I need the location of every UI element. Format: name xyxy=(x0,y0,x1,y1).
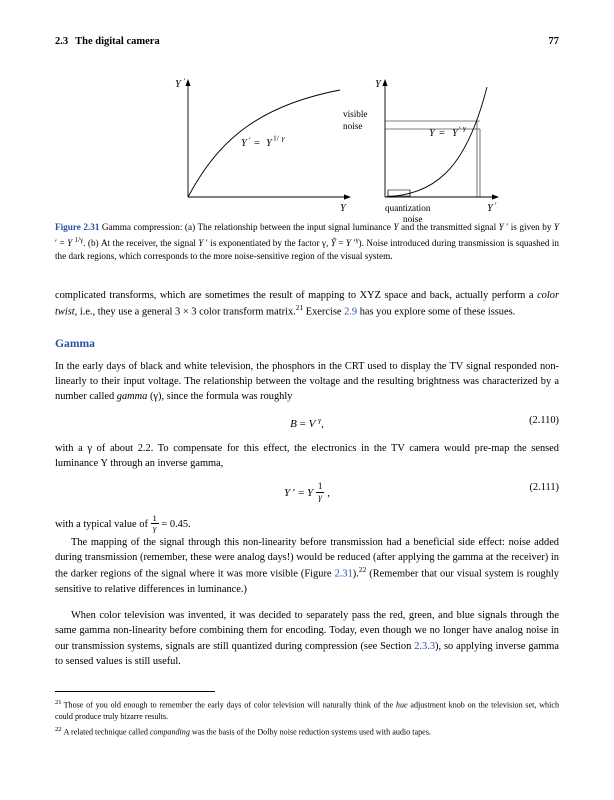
paragraph-crt-gamma xyxy=(55,359,559,405)
footnote-22-text-a: A related technique called xyxy=(63,727,150,737)
paragraph-inverse-gamma: with a γ of about 2.2. To compensate for this effect, the electronics in the TV camera would pre-map the sensed luminance Y through an inverse gamma, xyxy=(55,442,559,470)
footnote-rule xyxy=(55,691,215,692)
equation-2-111-number: (2.111) xyxy=(529,482,559,494)
paragraph-color-television xyxy=(55,608,559,669)
svg-text:=: = xyxy=(254,138,260,149)
figure-graphic xyxy=(55,61,559,224)
figure-caption-text-5: is exponentiated by the factor xyxy=(207,237,322,248)
para1-part-b: , i.e., they use a general 3 × 3 color transform matrix. xyxy=(74,306,296,318)
footnote-22-italic: companding xyxy=(149,727,190,737)
running-head xyxy=(55,36,559,47)
footnote-21-marker: 21 xyxy=(55,698,62,706)
svg-text:γ: γ xyxy=(281,133,285,143)
equation-2-111-body: Y ′ = Y $\frac{1}{\gamma}$ , xyxy=(284,481,330,502)
footnote-ref-22[interactable]: 22 xyxy=(358,565,367,575)
figure-caption-text-1: Gamma compression: (a) The relationship between the input signal luminance xyxy=(101,222,394,232)
para1-part-c: Exercise xyxy=(303,306,345,318)
figure-2-31 xyxy=(55,61,559,224)
footnote-ref-21[interactable]: 21 xyxy=(295,302,304,312)
svg-text:=: = xyxy=(439,128,445,139)
para1-italic: color twist xyxy=(55,289,559,318)
para6-part-b: ), so applying inverse gamma to sensed values is still useful. xyxy=(55,640,559,667)
para5-part-a: The mapping of the signal through this non-linearity before transmission had a beneficial side effect: noise added during transmission (remember, these were analog days!) would be reduced (after applying the gamma at the receiver) in the darker regions of the signal where it was more visible (Figure xyxy=(55,536,559,580)
footnote-22-text-b: was the basis of the Dolby noise reduction systems used with audio tapes. xyxy=(189,727,431,737)
svg-text:noise: noise xyxy=(403,214,423,224)
footnote-21-text-a: Those of you old enough to remember the early days of color television will naturally think of the xyxy=(63,700,396,710)
figure-caption: Figure 2.31 Gamma compression: (a) The relationship between the input signal luminance Y and the transmitted signal Y ′ is given by Y ′ = Y $^{1/\gamma}$. (b) At the receiver, the signal Y ′ is exponentiated by the factor γ, Ŷ = Y $'^\gamma$). Noise introduced during transmission is squashed in the dark regions, which corresponds to the more noise-sensitive region of the visual system. xyxy=(55,222,560,262)
paragraph-typical-value xyxy=(55,514,559,533)
svg-text:γ: γ xyxy=(463,123,466,133)
svg-text:visible: visible xyxy=(343,109,368,119)
svg-text:Y: Y xyxy=(266,138,272,149)
running-head-section-number: 2.3 xyxy=(55,36,69,47)
para4-part-b: = 0.45. xyxy=(158,518,191,530)
para2-part-a: In the early days of black and white television, the phosphors in the CRT used to display the TV signal responded non-linearly to their input voltage. The relationship between the voltage and the resulting brightness was characterized by a number called xyxy=(55,360,559,403)
svg-text:′: ′ xyxy=(495,201,497,210)
figure-caption-text-3: is given by xyxy=(508,222,554,232)
equation-2-110-body: B = V $^\gamma$, xyxy=(290,415,324,430)
exercise-link-2-9[interactable]: 2.9 xyxy=(344,306,358,318)
svg-text:1/: 1/ xyxy=(273,133,279,143)
svg-text:Y: Y xyxy=(175,79,181,90)
para1-part-d: has you explore some of these issues. xyxy=(357,306,516,318)
footnote-21-text-b: adjustment knob on the television set, which could produce truly bizarre results. xyxy=(55,700,559,722)
svg-text:′: ′ xyxy=(183,77,186,86)
section-link-2-3-3[interactable]: 2.3.3 xyxy=(414,640,436,652)
figure-caption-text-6: . Noise introduced during transmission is squashed in the dark regions, which corresponds to the more noise-sensitive region of the visual system. xyxy=(55,237,560,262)
svg-text:noise: noise xyxy=(343,121,363,131)
svg-text:Y: Y xyxy=(487,203,493,214)
section-heading-gamma: Gamma xyxy=(55,336,95,350)
svg-text:Y: Y xyxy=(241,138,247,149)
page-content xyxy=(55,36,559,740)
paragraph-color-transforms xyxy=(55,288,559,320)
svg-text:Y: Y xyxy=(429,128,435,139)
footnote-21-italic: hue xyxy=(395,700,408,710)
svg-text:Y: Y xyxy=(340,203,346,214)
footnote-21 xyxy=(55,698,559,723)
svg-text:′: ′ xyxy=(249,136,251,145)
svg-text:quantization: quantization xyxy=(385,203,431,213)
fraction-one-over-gamma: $\frac{1}{\gamma}$ xyxy=(152,512,157,533)
para2-part-b: (γ), since the formula was roughly xyxy=(147,391,293,403)
equation-2-110 xyxy=(55,415,559,430)
para5-part-b: ). xyxy=(352,568,359,580)
equation-2-111 xyxy=(55,482,559,502)
page-number: 77 xyxy=(548,36,559,47)
para5-part-c: (Remember that our visual system is roughly sensitive to relative differences in luminance.) xyxy=(55,568,559,595)
figure-caption-label: Figure 2.31 xyxy=(55,222,100,232)
svg-text:Y: Y xyxy=(452,128,458,139)
footnote-22-marker: 22 xyxy=(55,725,62,733)
figure-link-2-31[interactable]: 2.31 xyxy=(334,568,353,580)
figure-caption-text-4: . (b) At the receiver, the signal xyxy=(83,237,199,248)
para4-part-a: with a typical value of xyxy=(55,518,151,530)
figure-caption-text-2: and the transmitted signal xyxy=(398,222,499,232)
svg-text:′: ′ xyxy=(459,125,461,134)
running-head-left xyxy=(55,36,160,47)
para2-italic: gamma xyxy=(116,391,148,403)
para1-part-a: complicated transforms, which are sometimes the result of mapping to XYZ space and back, actually perform a xyxy=(55,289,538,301)
equation-2-110-number: (2.110) xyxy=(529,415,559,427)
para6-part-a: When color television was invented, it was decided to separately pass the red, green, and blue signals through the same gamma non-linearity before combining them for encoding. Today, even though we no longer have analog noise in our transmission systems, signals are still quantized during compression (see Section xyxy=(55,610,559,652)
svg-text:Y: Y xyxy=(375,79,381,90)
footnote-22 xyxy=(55,725,559,738)
paragraph-noise-benefit xyxy=(55,535,559,597)
running-head-section-title: The digital camera xyxy=(75,36,160,47)
